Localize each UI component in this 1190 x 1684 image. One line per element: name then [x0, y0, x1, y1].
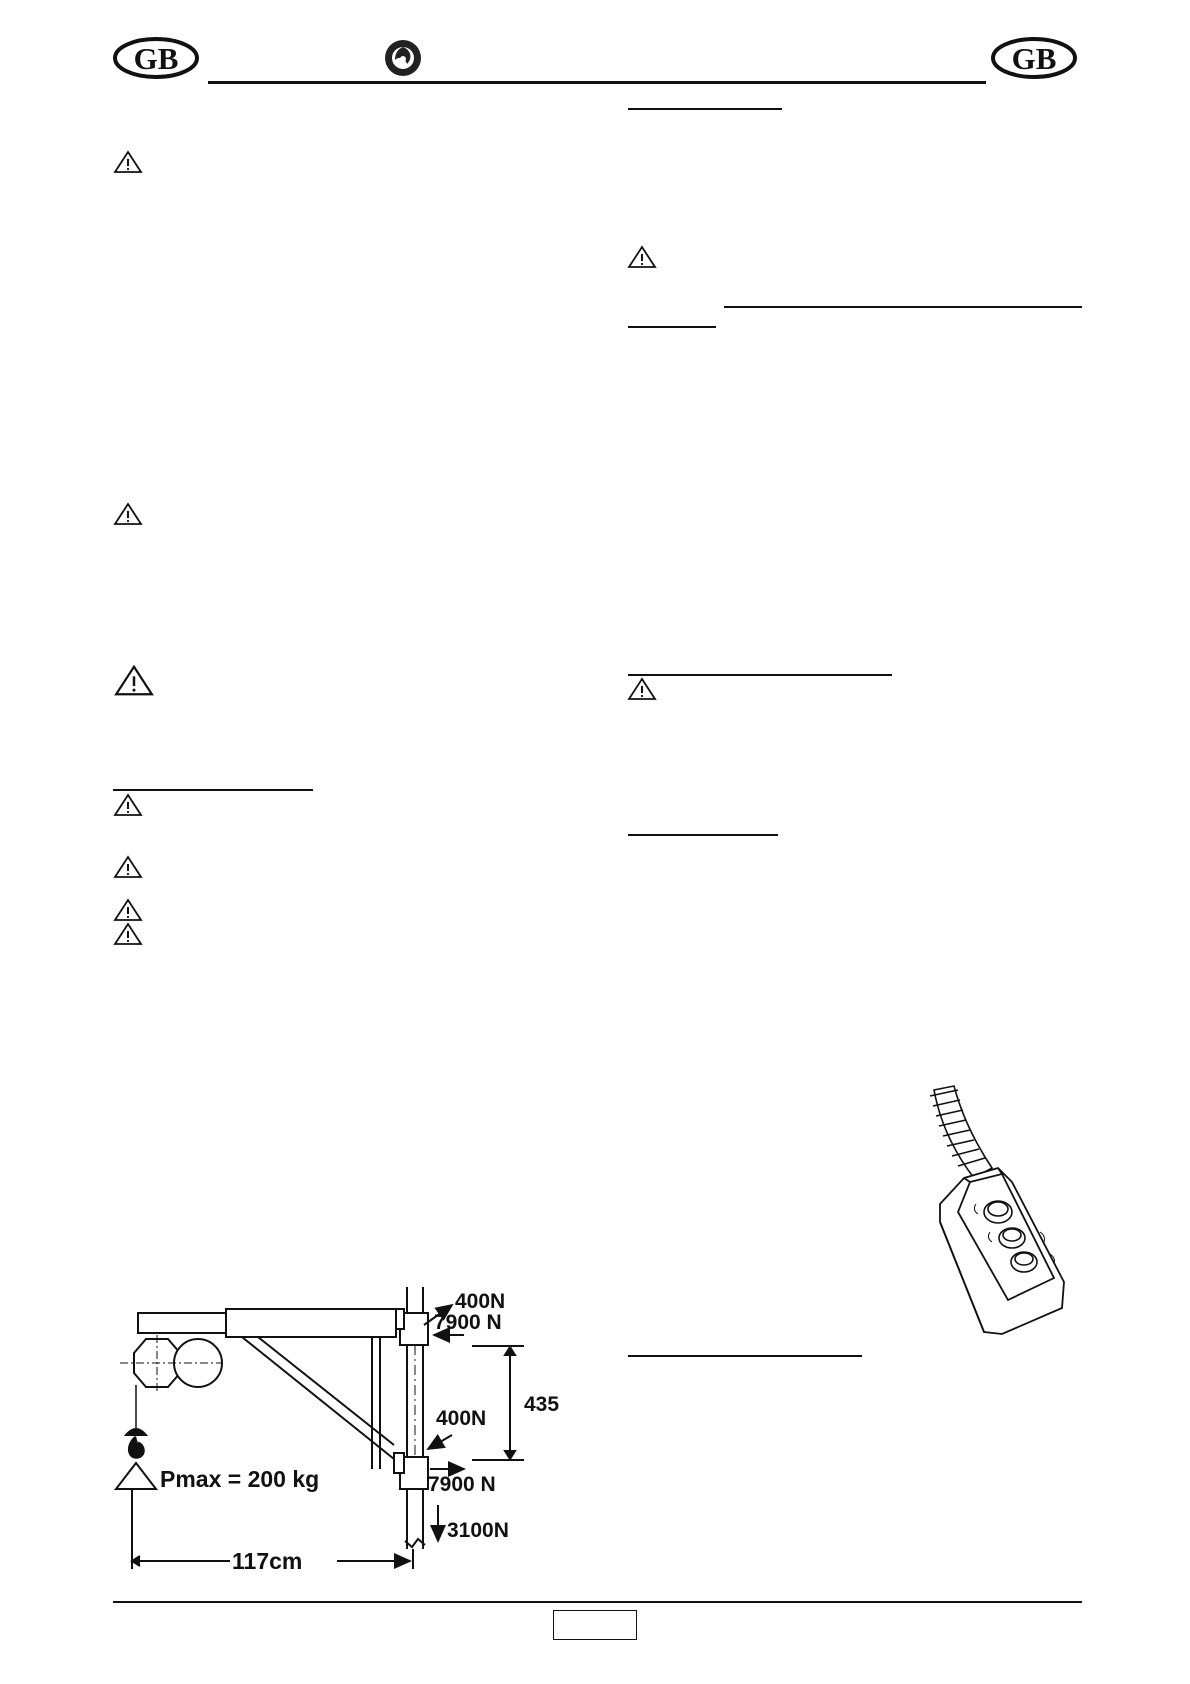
dimension-label: 435	[524, 1393, 560, 1416]
warning-icon	[113, 855, 143, 879]
warning-icon	[113, 898, 143, 922]
gb-badge-left	[112, 36, 200, 80]
section-underline	[628, 108, 782, 110]
force-label: 400N	[436, 1407, 487, 1430]
force-label: 7900 N	[428, 1473, 496, 1496]
header-rule	[208, 81, 986, 84]
warning-icon	[113, 150, 143, 174]
gb-badge-right-text: GB	[1011, 41, 1057, 76]
page-number-box	[553, 1610, 637, 1640]
force-label: 400N	[455, 1290, 506, 1313]
section-underline	[113, 789, 313, 791]
warning-icon	[113, 793, 143, 817]
brand-logo-icon	[383, 38, 423, 78]
section-underline	[628, 834, 778, 836]
warning-icon	[113, 922, 143, 946]
warning-icon	[627, 677, 657, 701]
gb-badge-right	[990, 36, 1078, 80]
gb-badge-left-text: GB	[133, 41, 179, 76]
footer-rule	[113, 1601, 1082, 1603]
jib-crane-force-diagram	[112, 1285, 582, 1575]
force-label: 7900 N	[434, 1311, 502, 1334]
section-underline	[724, 306, 1082, 308]
load-label: Pmax = 200 kg	[160, 1466, 320, 1492]
section-underline	[628, 1355, 862, 1357]
section-underline	[628, 674, 892, 676]
section-underline	[628, 326, 716, 328]
warning-icon	[627, 245, 657, 269]
warning-icon	[113, 502, 143, 526]
force-label: 3100N	[447, 1519, 509, 1542]
warning-icon-large	[113, 664, 155, 697]
pendant-control-icon	[914, 1082, 1078, 1340]
reach-label: 117cm	[232, 1548, 303, 1574]
